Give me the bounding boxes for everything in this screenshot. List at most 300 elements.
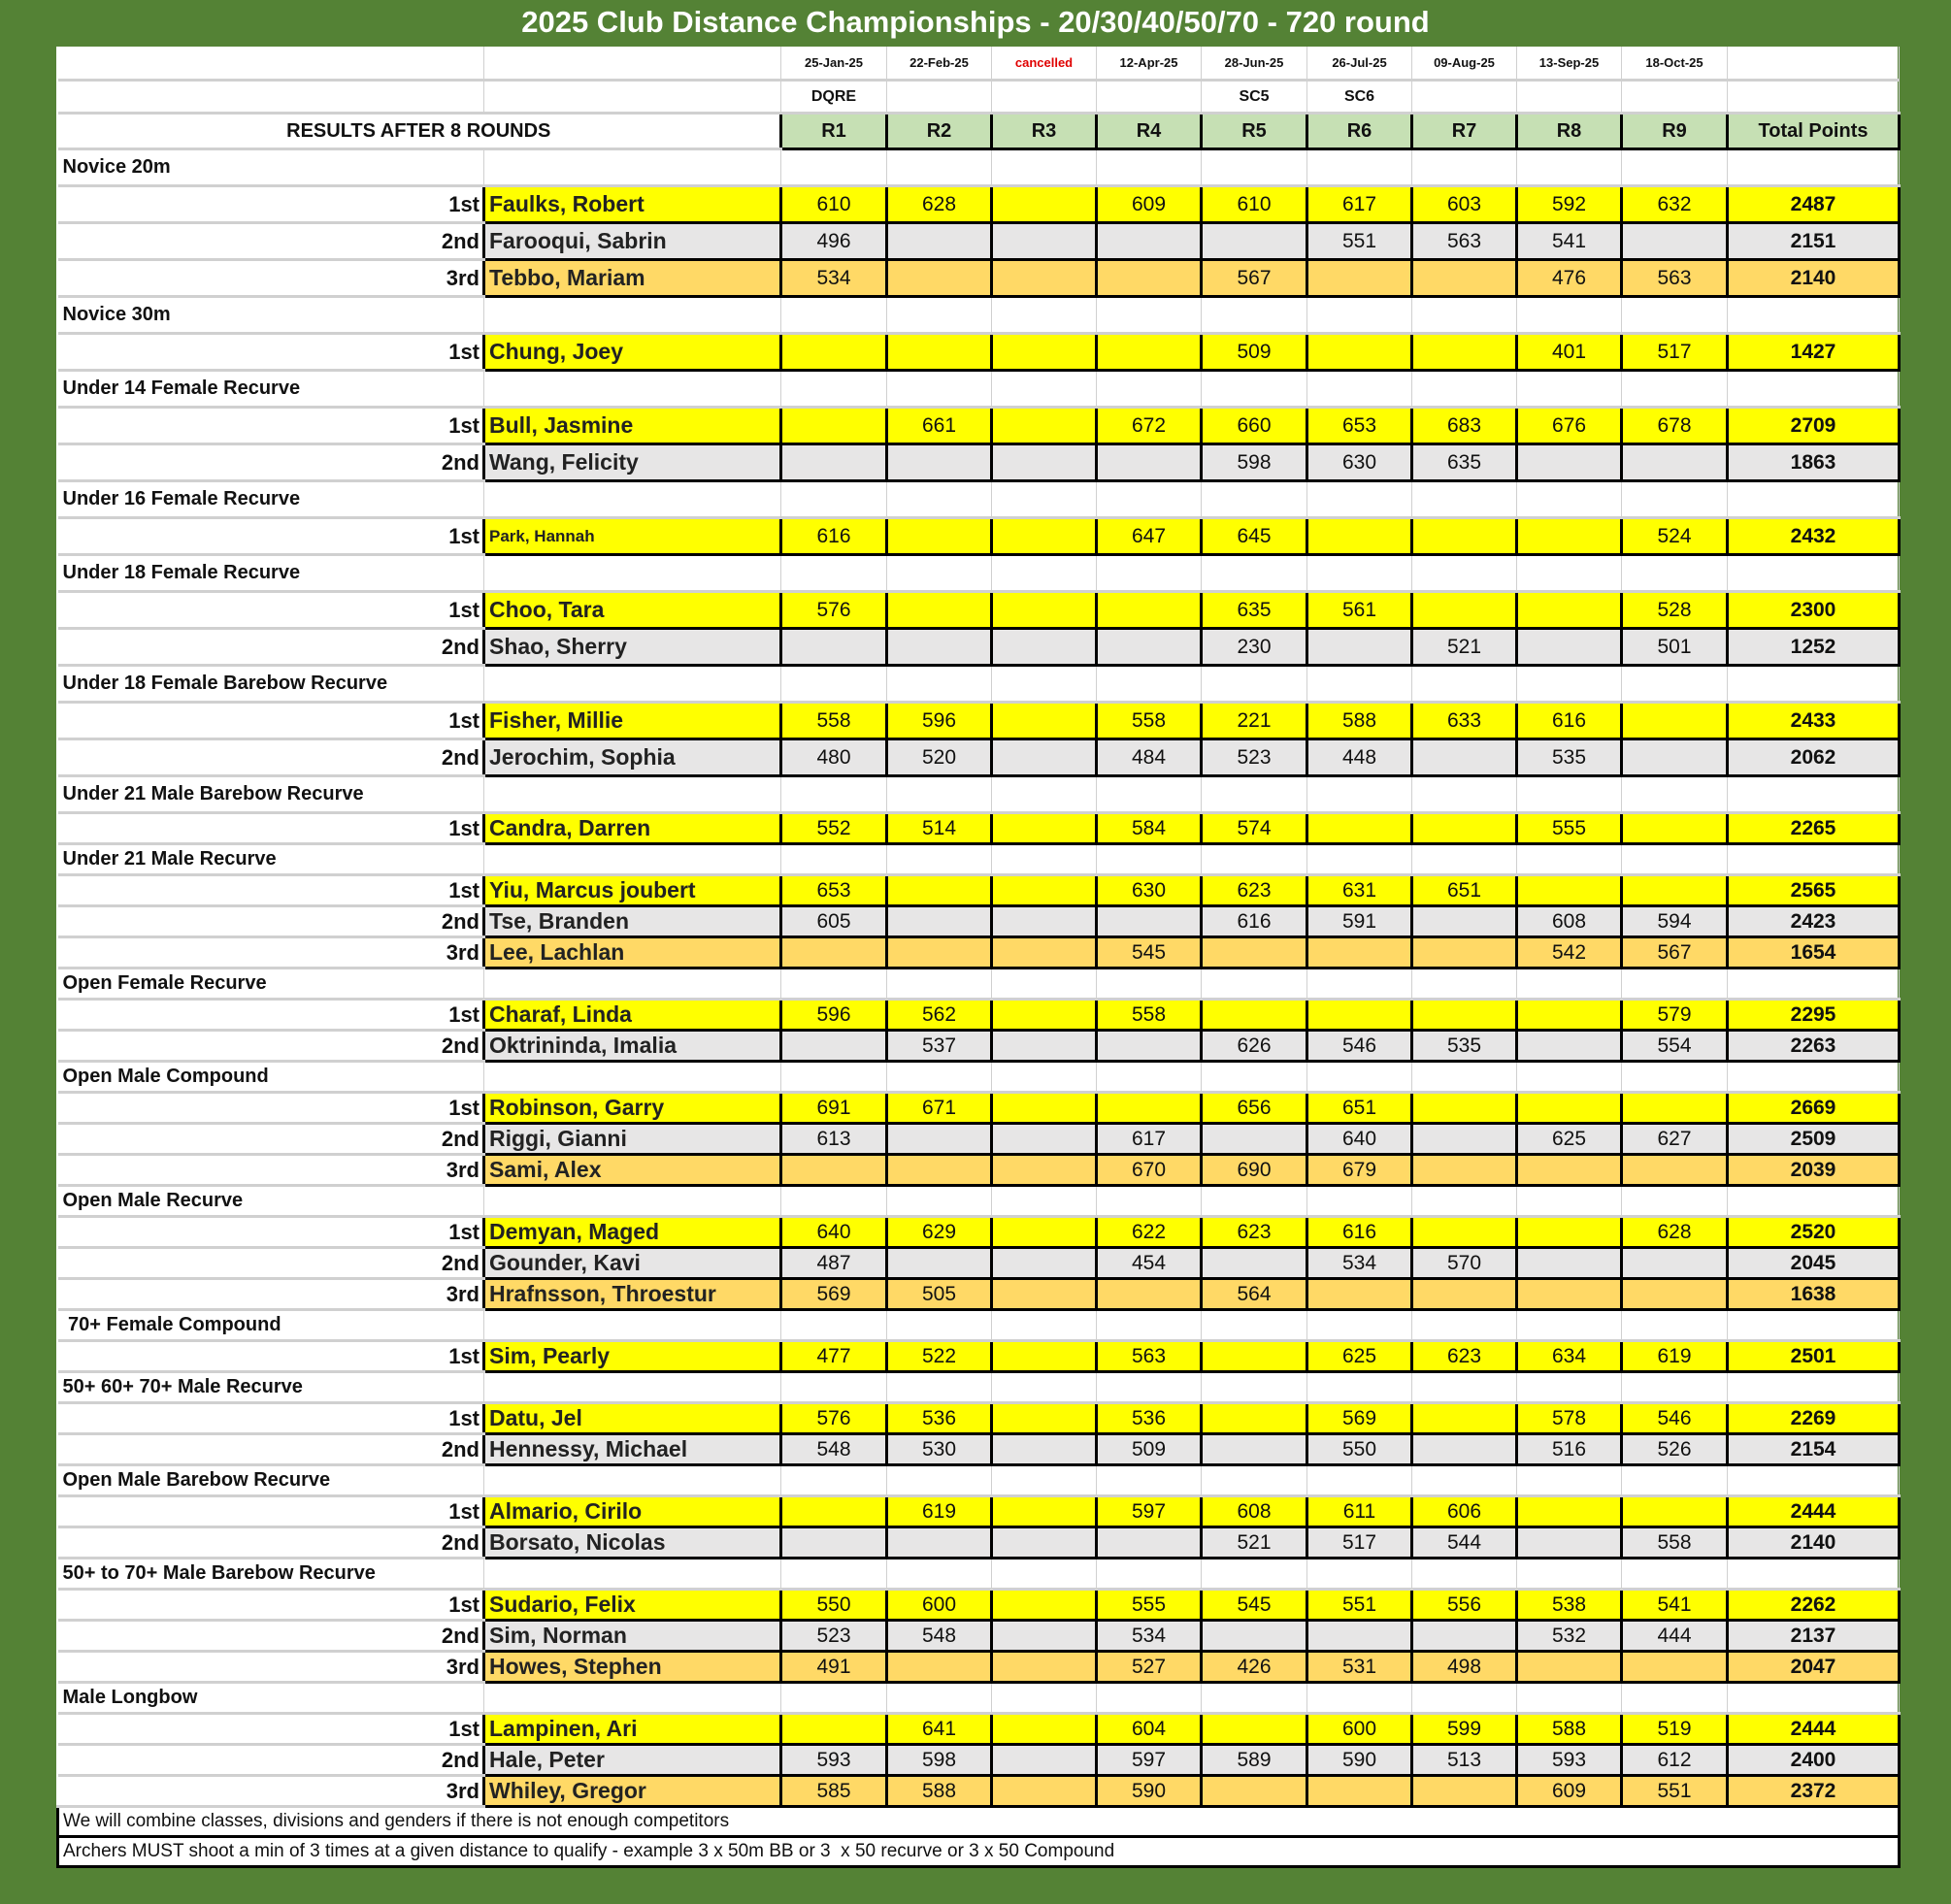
table-row [58,408,1900,444]
score-r2: 600 [887,1590,992,1621]
round-type-r3 [992,81,1097,114]
score-r1: 487 [781,1248,887,1279]
score-r5: 623 [1202,875,1307,906]
category-name: 50+ 60+ 70+ Male Recurve [58,1372,484,1403]
score-r9 [1622,739,1728,776]
score-r6 [1307,1776,1412,1807]
round-type-r4 [1097,81,1202,114]
score-r2 [887,1527,992,1559]
score-r4: 484 [1097,739,1202,776]
archer-name: Riggi, Gianni [484,1124,781,1155]
place-label: 1st [58,334,484,371]
score-r2: 588 [887,1776,992,1807]
place-label: 1st [58,1403,484,1434]
score-r3 [992,260,1097,297]
score-r1: 613 [781,1124,887,1155]
score-r6: 531 [1307,1652,1412,1683]
score-r1 [781,1527,887,1559]
round-type-r6: SC6 [1307,81,1412,114]
score-r3 [992,1403,1097,1434]
score-r4 [1097,629,1202,666]
score-r9: 528 [1622,592,1728,629]
archer-name: Hrafnsson, Throestur [484,1279,781,1310]
score-r8: 532 [1517,1621,1622,1652]
total-points: 2137 [1728,1621,1900,1652]
total-points: 1252 [1728,629,1900,666]
archer-name: Chung, Joey [484,334,781,371]
total-points: 2269 [1728,1403,1900,1434]
score-r3 [992,1714,1097,1745]
score-r5 [1202,1776,1307,1807]
score-r6: 653 [1307,408,1412,444]
score-r2 [887,1652,992,1683]
archer-name: Demyan, Maged [484,1217,781,1248]
score-r8 [1517,1031,1622,1062]
score-r2: 641 [887,1714,992,1745]
place-label: 2nd [58,1434,484,1465]
score-r6: 561 [1307,592,1412,629]
score-r9 [1622,223,1728,260]
total-points: 2039 [1728,1155,1900,1186]
score-r5: 645 [1202,518,1307,555]
score-r9: 632 [1622,186,1728,223]
score-r4: 672 [1097,408,1202,444]
score-r2: 619 [887,1496,992,1527]
score-r7 [1412,739,1517,776]
score-r7 [1412,1621,1517,1652]
archer-name: Shao, Sherry [484,629,781,666]
score-r2 [887,875,992,906]
table-row [58,739,1900,776]
score-r1: 548 [781,1434,887,1465]
score-r8 [1517,1527,1622,1559]
score-r1: 616 [781,518,887,555]
score-r8: 578 [1517,1403,1622,1434]
score-r2: 629 [887,1217,992,1248]
place-label: 2nd [58,629,484,666]
score-r1: 534 [781,260,887,297]
dates-row [58,47,1900,81]
archer-name: Sim, Norman [484,1621,781,1652]
score-r5: 589 [1202,1745,1307,1776]
score-r8: 588 [1517,1714,1622,1745]
score-r7: 513 [1412,1745,1517,1776]
place-label: 2nd [58,444,484,481]
score-r2: 628 [887,186,992,223]
score-r5: 610 [1202,186,1307,223]
score-r1: 491 [781,1652,887,1683]
score-r7: 570 [1412,1248,1517,1279]
score-r9: 627 [1622,1124,1728,1155]
round-header-r2: R2 [887,114,992,149]
archer-name: Hale, Peter [484,1745,781,1776]
table-row [58,703,1900,739]
score-r7: 633 [1412,703,1517,739]
score-r9: 619 [1622,1341,1728,1372]
total-points: 2262 [1728,1590,1900,1621]
place-label: 1st [58,703,484,739]
archer-name: Whiley, Gregor [484,1776,781,1807]
score-r5: 521 [1202,1527,1307,1559]
score-r6: 588 [1307,703,1412,739]
table-row [58,813,1900,844]
score-r7 [1412,334,1517,371]
score-r1: 552 [781,813,887,844]
score-r6: 617 [1307,186,1412,223]
score-r2 [887,592,992,629]
table-row [58,1341,1900,1372]
round-type-row [58,81,1900,114]
total-points: 2400 [1728,1745,1900,1776]
score-r8: 609 [1517,1776,1622,1807]
score-r9 [1622,1248,1728,1279]
score-r5: 660 [1202,408,1307,444]
score-r7 [1412,518,1517,555]
round-header-r6: R6 [1307,114,1412,149]
table-row [58,1000,1900,1031]
place-label: 3rd [58,260,484,297]
category-row [58,1683,1900,1714]
score-r3 [992,813,1097,844]
total-points: 2263 [1728,1031,1900,1062]
score-r7 [1412,937,1517,968]
score-r2: 514 [887,813,992,844]
score-r8 [1517,1093,1622,1124]
total-points: 2151 [1728,223,1900,260]
score-r3 [992,703,1097,739]
score-r7: 651 [1412,875,1517,906]
table-row [58,186,1900,223]
score-r5: 426 [1202,1652,1307,1683]
table-row [58,1714,1900,1745]
score-r9: 519 [1622,1714,1728,1745]
note-row [58,1837,1900,1867]
score-r4: 563 [1097,1341,1202,1372]
score-r8 [1517,875,1622,906]
table-row [58,518,1900,555]
date-r6: 26-Jul-25 [1307,47,1412,81]
total-points: 2140 [1728,260,1900,297]
place-label: 1st [58,1093,484,1124]
score-r1: 585 [781,1776,887,1807]
category-name: Open Male Barebow Recurve [58,1465,484,1496]
archer-name: Lee, Lachlan [484,937,781,968]
archer-name: Jerochim, Sophia [484,739,781,776]
score-r7: 683 [1412,408,1517,444]
note-row [58,1807,1900,1837]
score-r6 [1307,1279,1412,1310]
score-r1 [781,629,887,666]
score-r4: 597 [1097,1496,1202,1527]
score-r1: 523 [781,1621,887,1652]
total-points: 2509 [1728,1124,1900,1155]
note-text: We will combine classes, divisions and genders if there is not enough competitors [58,1807,1900,1837]
score-r7: 535 [1412,1031,1517,1062]
date-r2: 22-Feb-25 [887,47,992,81]
total-points: 2154 [1728,1434,1900,1465]
table-row [58,1590,1900,1621]
category-row [58,1186,1900,1217]
archer-name: Sudario, Felix [484,1590,781,1621]
place-label: 1st [58,1714,484,1745]
score-r3 [992,906,1097,937]
score-r7: 635 [1412,444,1517,481]
score-r4: 604 [1097,1714,1202,1745]
score-r5 [1202,223,1307,260]
score-r8: 535 [1517,739,1622,776]
score-r8: 608 [1517,906,1622,937]
score-r9: 541 [1622,1590,1728,1621]
score-r4 [1097,1093,1202,1124]
score-r3 [992,875,1097,906]
date-r7: 09-Aug-25 [1412,47,1517,81]
category-name: Under 21 Male Barebow Recurve [58,776,484,813]
round-header-r9: R9 [1622,114,1728,149]
score-r2 [887,1248,992,1279]
score-r5: 635 [1202,592,1307,629]
score-r1 [781,937,887,968]
score-r5 [1202,1403,1307,1434]
score-r9: 558 [1622,1527,1728,1559]
score-r3 [992,1434,1097,1465]
total-points: 2432 [1728,518,1900,555]
score-r5: 690 [1202,1155,1307,1186]
score-r1: 480 [781,739,887,776]
score-r6: 616 [1307,1217,1412,1248]
score-r5: 564 [1202,1279,1307,1310]
round-header-r5: R5 [1202,114,1307,149]
score-r8: 538 [1517,1590,1622,1621]
place-label: 2nd [58,739,484,776]
category-row [58,481,1900,518]
score-r8: 476 [1517,260,1622,297]
score-r2 [887,518,992,555]
results-sheet [56,47,1898,1868]
score-r8: 634 [1517,1341,1622,1372]
results-label: RESULTS AFTER 8 ROUNDS [58,114,781,149]
total-points: 2487 [1728,186,1900,223]
score-r1: 691 [781,1093,887,1124]
category-row [58,371,1900,408]
table-row [58,937,1900,968]
score-r5: 626 [1202,1031,1307,1062]
score-r2 [887,444,992,481]
score-r3 [992,629,1097,666]
score-r2 [887,223,992,260]
place-label: 2nd [58,1124,484,1155]
category-name: Open Male Recurve [58,1186,484,1217]
score-r3 [992,1155,1097,1186]
archer-name: Fisher, Millie [484,703,781,739]
score-r8 [1517,444,1622,481]
score-r6 [1307,334,1412,371]
score-r6: 517 [1307,1527,1412,1559]
place-label: 1st [58,592,484,629]
table-row [58,875,1900,906]
score-r7 [1412,1434,1517,1465]
score-r1 [781,1031,887,1062]
score-r8 [1517,1000,1622,1031]
total-points: 2520 [1728,1217,1900,1248]
score-r2: 562 [887,1000,992,1031]
score-r6 [1307,629,1412,666]
score-r3 [992,1590,1097,1621]
score-r5: 608 [1202,1496,1307,1527]
score-r7 [1412,260,1517,297]
score-r1 [781,1155,887,1186]
archer-name: Tse, Branden [484,906,781,937]
score-r7 [1412,1155,1517,1186]
score-r3 [992,1279,1097,1310]
round-header-r1: R1 [781,114,887,149]
total-points: 2423 [1728,906,1900,937]
score-r8 [1517,1217,1622,1248]
round-type-r2 [887,81,992,114]
score-r7: 606 [1412,1496,1517,1527]
place-label: 1st [58,875,484,906]
score-r4: 536 [1097,1403,1202,1434]
total-points: 2140 [1728,1527,1900,1559]
score-r2 [887,1155,992,1186]
score-r8: 401 [1517,334,1622,371]
archer-name: Lampinen, Ari [484,1714,781,1745]
score-r7 [1412,1403,1517,1434]
score-r5: 616 [1202,906,1307,937]
archer-name: Faulks, Robert [484,186,781,223]
score-r8 [1517,1279,1622,1310]
score-r1 [781,408,887,444]
score-r8: 625 [1517,1124,1622,1155]
total-points: 2295 [1728,1000,1900,1031]
score-r1 [781,334,887,371]
round-header-r7: R7 [1412,114,1517,149]
place-label: 1st [58,1341,484,1372]
total-points: 2265 [1728,813,1900,844]
category-name: Open Male Compound [58,1062,484,1093]
score-r5 [1202,937,1307,968]
score-r1: 576 [781,1403,887,1434]
score-r4: 609 [1097,186,1202,223]
date-r8: 13-Sep-25 [1517,47,1622,81]
table-row [58,260,1900,297]
score-r7: 544 [1412,1527,1517,1559]
total-points: 1427 [1728,334,1900,371]
score-r1: 550 [781,1590,887,1621]
table-row [58,444,1900,481]
date-r1: 25-Jan-25 [781,47,887,81]
score-r9 [1622,1652,1728,1683]
score-r4 [1097,1527,1202,1559]
place-label: 2nd [58,906,484,937]
score-r3 [992,1745,1097,1776]
round-type-r9 [1622,81,1728,114]
table-row [58,223,1900,260]
score-r1: 640 [781,1217,887,1248]
score-r6 [1307,518,1412,555]
score-r3 [992,1496,1097,1527]
score-r5: 523 [1202,739,1307,776]
place-label: 3rd [58,937,484,968]
score-r5: 545 [1202,1590,1307,1621]
score-r8 [1517,1652,1622,1683]
score-r9: 563 [1622,260,1728,297]
total-points: 2444 [1728,1496,1900,1527]
score-r2: 661 [887,408,992,444]
score-r8: 616 [1517,703,1622,739]
score-r1 [781,1714,887,1745]
score-r2: 598 [887,1745,992,1776]
score-r7 [1412,592,1517,629]
round-header-row [58,114,1900,149]
total-points: 2501 [1728,1341,1900,1372]
score-r8: 592 [1517,186,1622,223]
score-r4 [1097,444,1202,481]
place-label: 2nd [58,1527,484,1559]
score-r9 [1622,1093,1728,1124]
place-label: 3rd [58,1279,484,1310]
category-row [58,666,1900,703]
category-row [58,297,1900,334]
total-points: 1654 [1728,937,1900,968]
score-r6: 640 [1307,1124,1412,1155]
score-r2: 530 [887,1434,992,1465]
score-r4: 545 [1097,937,1202,968]
score-r4 [1097,334,1202,371]
table-row [58,1093,1900,1124]
category-name: Under 21 Male Recurve [58,844,484,875]
archer-name: Howes, Stephen [484,1652,781,1683]
score-r2: 520 [887,739,992,776]
category-row [58,1465,1900,1496]
score-r6: 651 [1307,1093,1412,1124]
score-r8 [1517,592,1622,629]
score-r5 [1202,1341,1307,1372]
score-r5 [1202,1434,1307,1465]
score-r9: 551 [1622,1776,1728,1807]
category-name: Under 18 Female Recurve [58,555,484,592]
score-r2 [887,629,992,666]
score-r3 [992,1093,1097,1124]
score-r9: 628 [1622,1217,1728,1248]
score-r1: 596 [781,1000,887,1031]
score-r4: 454 [1097,1248,1202,1279]
archer-name: Gounder, Kavi [484,1248,781,1279]
date-r3-cancelled: cancelled [992,47,1097,81]
score-r3 [992,1527,1097,1559]
round-header-r4: R4 [1097,114,1202,149]
archer-name: Robinson, Garry [484,1093,781,1124]
score-r7: 603 [1412,186,1517,223]
score-r1: 477 [781,1341,887,1372]
score-r3 [992,937,1097,968]
page-title: 2025 Club Distance Championships - 20/30/40/50/70 - 720 round [521,5,1430,39]
category-row [58,844,1900,875]
place-label: 3rd [58,1776,484,1807]
total-points: 2300 [1728,592,1900,629]
archer-name: Borsato, Nicolas [484,1527,781,1559]
score-r9 [1622,813,1728,844]
score-r6: 448 [1307,739,1412,776]
score-r1 [781,444,887,481]
score-r9: 554 [1622,1031,1728,1062]
place-label: 2nd [58,1621,484,1652]
score-r8 [1517,1496,1622,1527]
score-r3 [992,592,1097,629]
score-r4: 670 [1097,1155,1202,1186]
score-r6: 546 [1307,1031,1412,1062]
category-name: Open Female Recurve [58,968,484,1000]
score-r2: 505 [887,1279,992,1310]
